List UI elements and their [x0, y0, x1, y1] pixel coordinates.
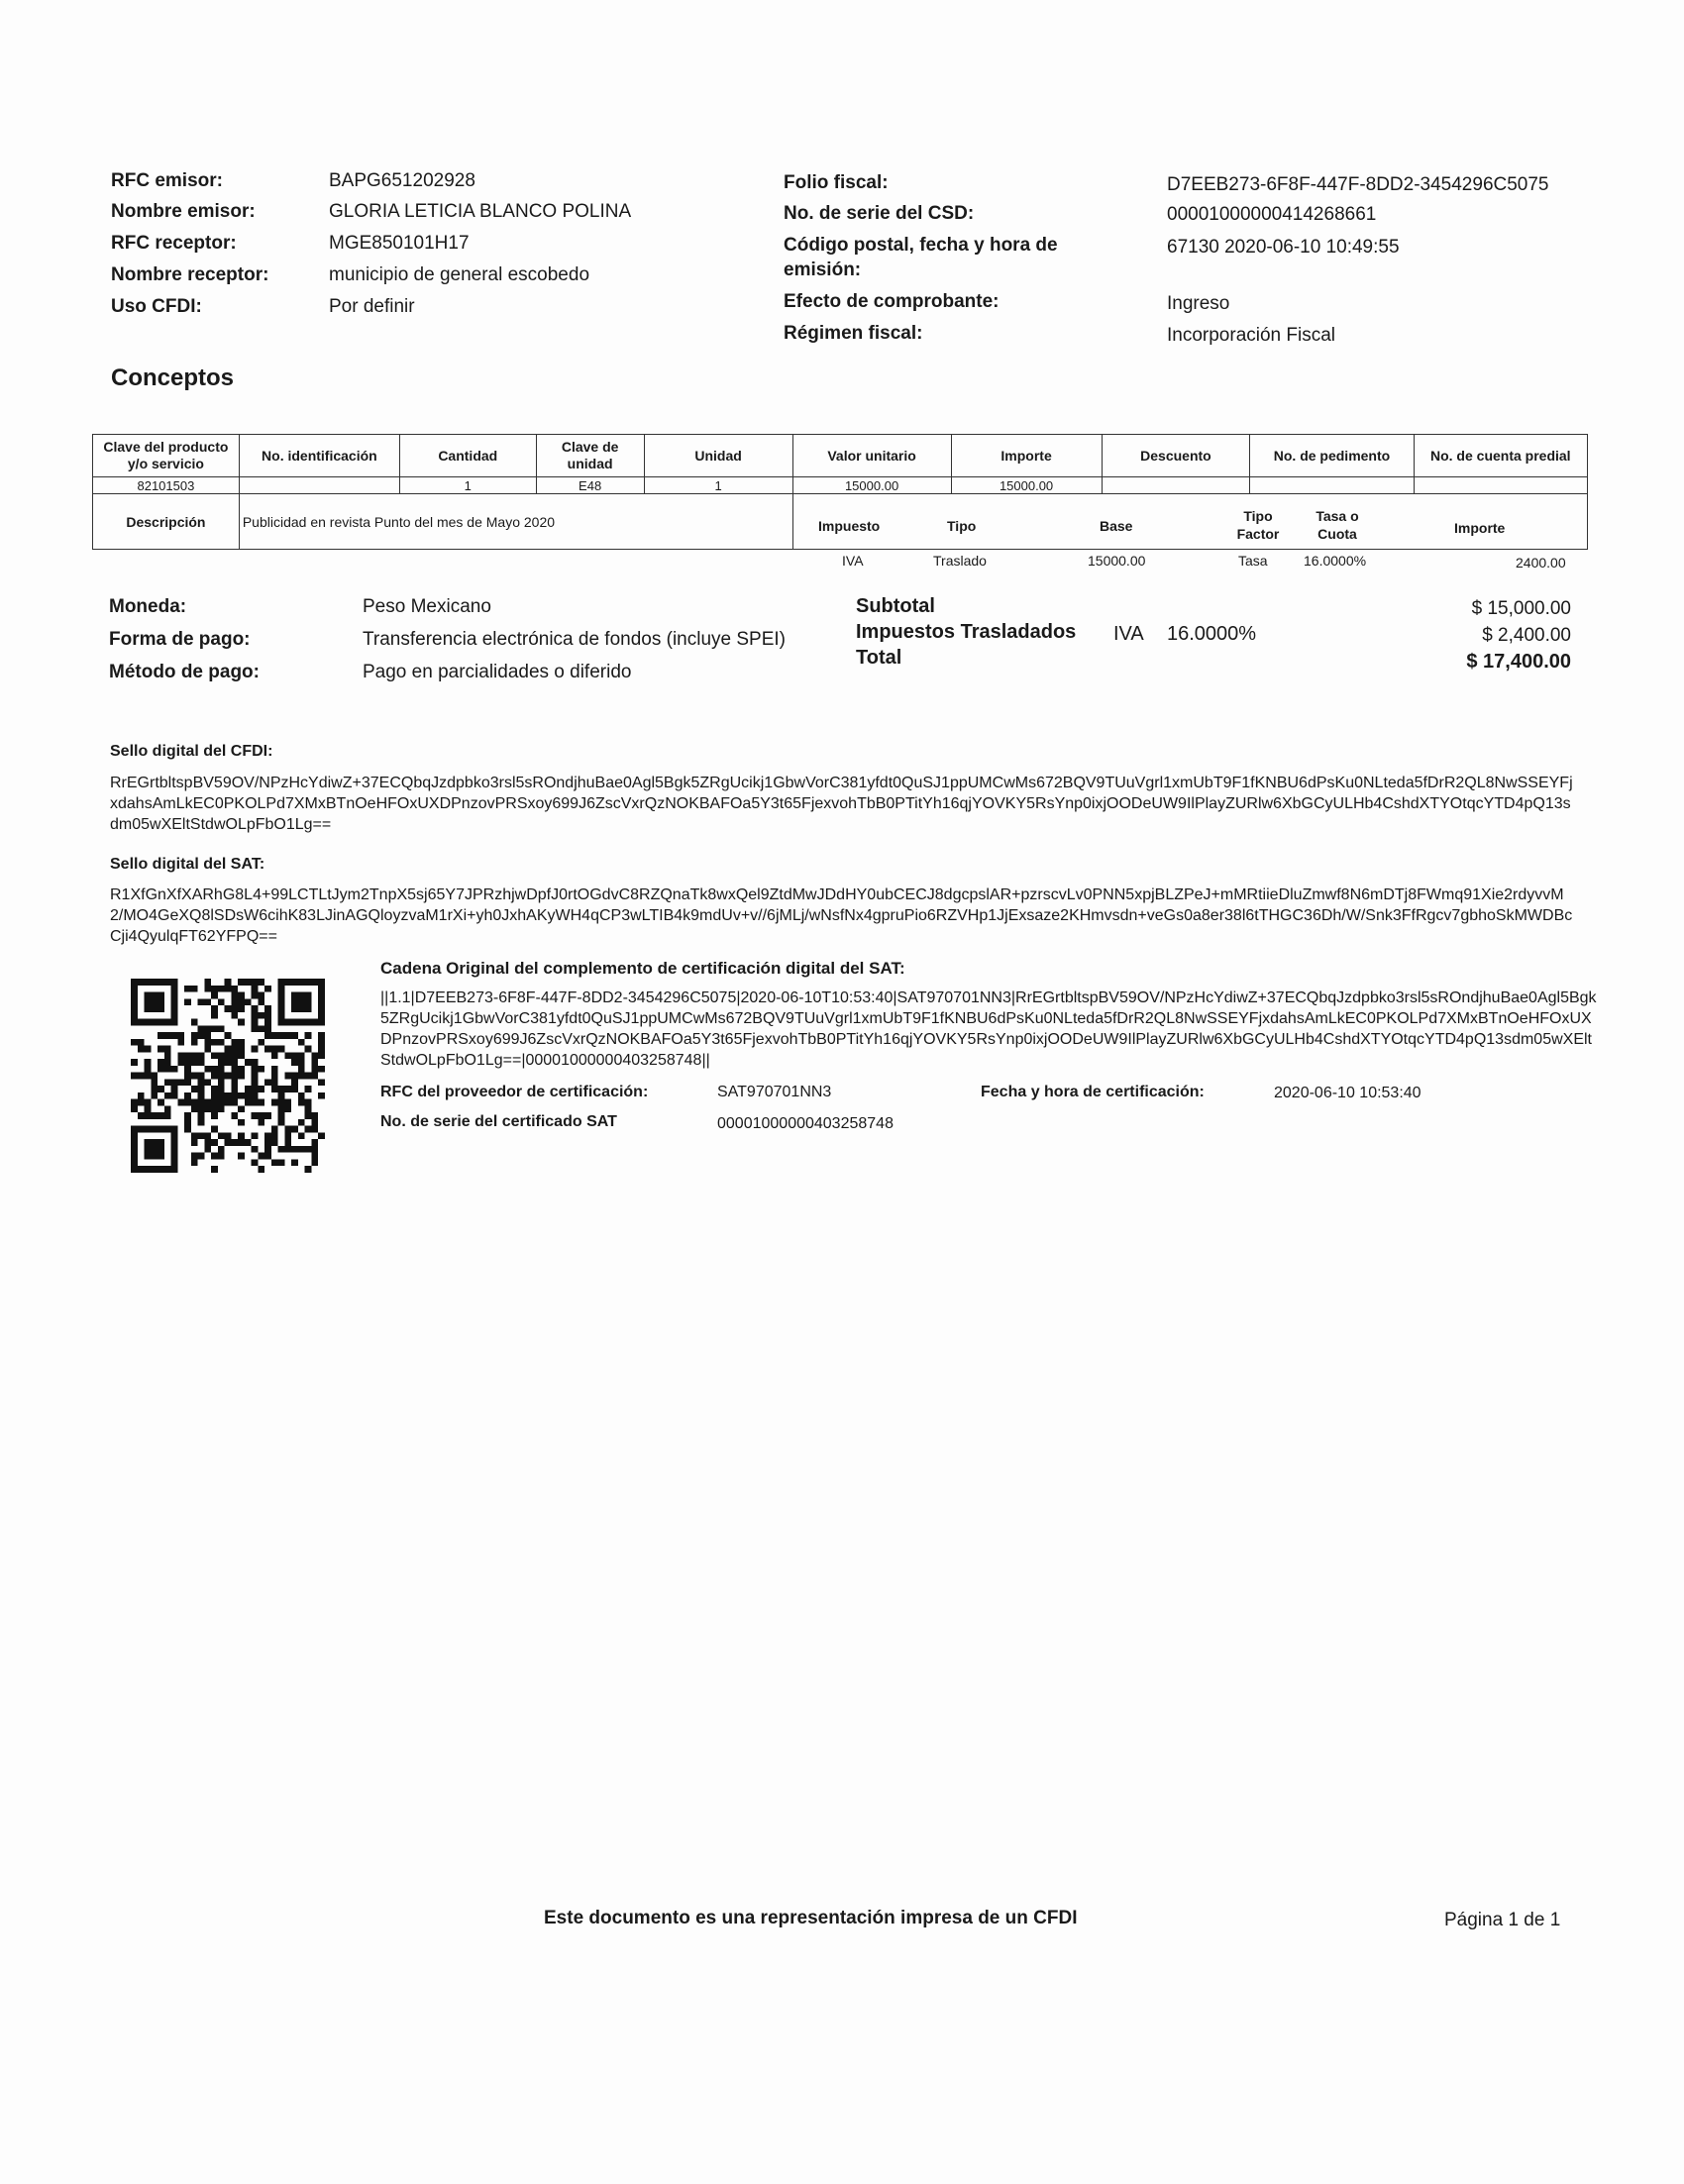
tax-header-impuesto: Impuesto [818, 518, 881, 534]
fecha-certificacion-value: 2020-06-10 10:53:40 [1274, 1085, 1421, 1101]
rfc-emisor-value: BAPG651202928 [329, 170, 475, 191]
qr-code [127, 979, 329, 1173]
table-header-row [93, 435, 1588, 477]
table-cell: 82101503 [93, 477, 240, 494]
nombre-emisor-value: GLORIA LETICIA BLANCO POLINA [329, 201, 632, 222]
rfc-proveedor-label: RFC del proveedor de certificación: [380, 1084, 649, 1100]
folio-fiscal-value: D7EEB273-6F8F-447F-8DD2-3454296C5075 [1167, 174, 1549, 195]
descripcion-value: Publicidad en revista Punto del mes de Mayo 2020 [239, 494, 792, 550]
table-header: No. de cuenta predial [1414, 435, 1587, 477]
conceptos-title: Conceptos [111, 364, 235, 391]
sello-cfdi-title: Sello digital del CFDI: [110, 743, 273, 760]
subtotal-value: $ 15,000.00 [1471, 598, 1571, 619]
regimen-value: Incorporación Fiscal [1167, 325, 1336, 346]
impuestos-tasa: 16.0000% [1167, 623, 1257, 645]
tax-tasa: 16.0000% [1304, 553, 1367, 569]
impuestos-tipo: IVA [1113, 623, 1144, 645]
moneda-value: Peso Mexicano [363, 596, 491, 617]
tax-header-tasa: Tasa o Cuota [1316, 508, 1359, 542]
table-header: Clave de unidad [536, 435, 644, 477]
tax-header-importe: Importe [1454, 520, 1506, 536]
serie-csd-label: No. de serie del CSD: [784, 203, 975, 224]
moneda-label: Moneda: [109, 596, 187, 617]
impuestos-value: $ 2,400.00 [1482, 625, 1571, 646]
tax-importe: 2400.00 [1516, 555, 1566, 571]
efecto-value: Ingreso [1167, 293, 1230, 314]
sello-cfdi-text: RrEGrtbltspBV59OV/NPzHcYdiwZ+37ECQbqJzdpbko3rsl5sROndjhuBae0Agl5Bgk5ZRgUcikj1GbwVorC381yfdt0QuSJ1ppUMCwMs672BQV9TUuVgrl1xmUbT9F1fKNBU6dPsKu0NLteda5fDrR2QL8NwSSEYFjxdahsAmLkEC0PKOLPd7XMxBTnOeHFOxUXDPnzovPRSxoy699J6ZscVxrQzNOKBAFOa5Y3t65FjexvohTbB0PTitYh16qjYOVKY5RsYnp0ixjOODeUW9IlPlayZURlw6XbGCyULHb4CshdXTYOtqcYTD4pQ13sdm05wXEltStdwOLpFbO1Lg== [110, 775, 1573, 833]
table-cell: 15000.00 [792, 477, 951, 494]
table-header: Unidad [644, 435, 792, 477]
table-cell: 1 [399, 477, 536, 494]
nombre-receptor-label: Nombre receptor: [111, 264, 269, 285]
tax-header-tipo-factor: Tipo Factor [1236, 508, 1280, 542]
cadena-title: Cadena Original del complemento de certificación digital del SAT: [380, 959, 905, 978]
rfc-receptor-label: RFC receptor: [111, 233, 237, 254]
total-value: $ 17,400.00 [1466, 651, 1571, 673]
table-header: No. identificación [239, 435, 399, 477]
sello-sat-title: Sello digital del SAT: [110, 856, 265, 873]
total-label: Total [856, 647, 902, 669]
tax-header-base: Base [1100, 518, 1133, 534]
table-header: Cantidad [399, 435, 536, 477]
table-header: Valor unitario [792, 435, 951, 477]
metodo-pago-label: Método de pago: [109, 662, 260, 682]
tax-tipo: Traslado [933, 553, 987, 569]
efecto-label: Efecto de comprobante: [784, 291, 1000, 312]
table-row [93, 477, 1588, 494]
codigo-postal-label: Código postal, fecha y hora de [784, 235, 1058, 256]
emision-label: emisión: [784, 260, 862, 280]
table-cell [1102, 477, 1250, 494]
subtotal-label: Subtotal [856, 595, 935, 617]
forma-pago-label: Forma de pago: [109, 629, 251, 650]
table-cell [1414, 477, 1587, 494]
fecha-certificacion-label: Fecha y hora de certificación: [981, 1084, 1205, 1100]
tax-impuesto: IVA [842, 553, 864, 569]
rfc-receptor-value: MGE850101H17 [329, 233, 470, 254]
table-cell: 15000.00 [951, 477, 1102, 494]
table-header: Clave del producto y/o servicio [93, 435, 240, 477]
tax-tipo-factor: Tasa [1238, 553, 1268, 569]
table-header: Descuento [1102, 435, 1250, 477]
codigo-postal-value: 67130 2020-06-10 10:49:55 [1167, 237, 1400, 258]
table-cell: E48 [536, 477, 644, 494]
metodo-pago-value: Pago en parcialidades o diferido [363, 662, 632, 682]
pagina-numero: Página 1 de 1 [1444, 1910, 1561, 1930]
nombre-receptor-value: municipio de general escobedo [329, 264, 590, 285]
table-cell [1250, 477, 1414, 494]
regimen-label: Régimen fiscal: [784, 323, 923, 344]
uso-cfdi-label: Uso CFDI: [111, 296, 202, 317]
table-header: No. de pedimento [1250, 435, 1414, 477]
descripcion-label: Descripción [93, 494, 240, 550]
rfc-proveedor-value: SAT970701NN3 [717, 1084, 832, 1100]
tax-header-tipo: Tipo [947, 518, 977, 534]
cadena-text: ||1.1|D7EEB273-6F8F-447F-8DD2-3454296C5075|2020-06-10T10:53:40|SAT970701NN3|RrEGrtbltspBV59OV/NPzHcYdiwZ+37ECQbqJzdpbko3rsl5sROndjhuBae0Agl5Bgk5ZRgUcikj1GbwVorC381yfdt0QuSJ1ppUMCwMs672BQV9TUuVgrl1xmUbT9F1fKNBU6dPsKu0NLteda5fDrR2QL8NwSSEYFjxdahsAmLkEC0PKOLPd7XMxBTnOeHFOxUXDPnzovPRSxoy699J6ZscVxrQzNOKBAFOa5Y3t65FjexvohTbB0PTitYh16qjYOVKY5RsYnp0ixjOODeUW9IlPlayZURlw6XbGCyULHb4CshdXTYOtqcYTD4pQ13sdm05wXEltStdwOLpFbO1Lg==|00001000000403258748|| [380, 989, 1597, 1069]
serie-certificado-sat-value: 00001000000403258748 [717, 1115, 894, 1132]
forma-pago-value: Transferencia electrónica de fondos (incluye SPEI) [363, 629, 787, 650]
table-header: Importe [951, 435, 1102, 477]
rfc-emisor-label: RFC emisor: [111, 170, 223, 191]
nombre-emisor-label: Nombre emisor: [111, 201, 256, 222]
representacion-impresa: Este documento es una representación impresa de un CFDI [544, 1908, 1078, 1928]
impuestos-label: Impuestos Trasladados [856, 621, 1077, 643]
table-cell [239, 477, 399, 494]
tax-base: 15000.00 [1088, 553, 1146, 569]
serie-certificado-sat-label: No. de serie del certificado SAT [380, 1113, 617, 1130]
folio-fiscal-label: Folio fiscal: [784, 172, 889, 193]
sello-sat-text: R1XfGnXfXARhG8L4+99LCTLtJym2TnpX5sj65Y7JPRzhjwDpfJ0rtOGdvC8RZQnaTk8wxQel9ZtdMwJDdHY0ubCECJ8dgcpslAR+pzrscvLv0PNN5xpjBLZPeJ+mMRtiieDluZmwf8N6mDTj8FWmq91Xie2rdyvvM2/MO4GeXQ8lSDsW6cihK83LJinAGQloyzvaM1rXi+yh0JxhAKyWH4qCP3wLTIB4k9mdUv+v//6jMLj/wNsfNx4gpruPio6RZVHp1JjExsaze2KHmvsdn+veGs0a8er38l6tTHGC36Dh/W/Snk3FfRgcv7gbhoSkMWDBcCji4QyulqFT62YFPQ== [110, 886, 1573, 945]
table-cell: 1 [644, 477, 792, 494]
uso-cfdi-value: Por definir [329, 296, 415, 317]
serie-csd-value: 00001000000414268661 [1167, 204, 1377, 225]
